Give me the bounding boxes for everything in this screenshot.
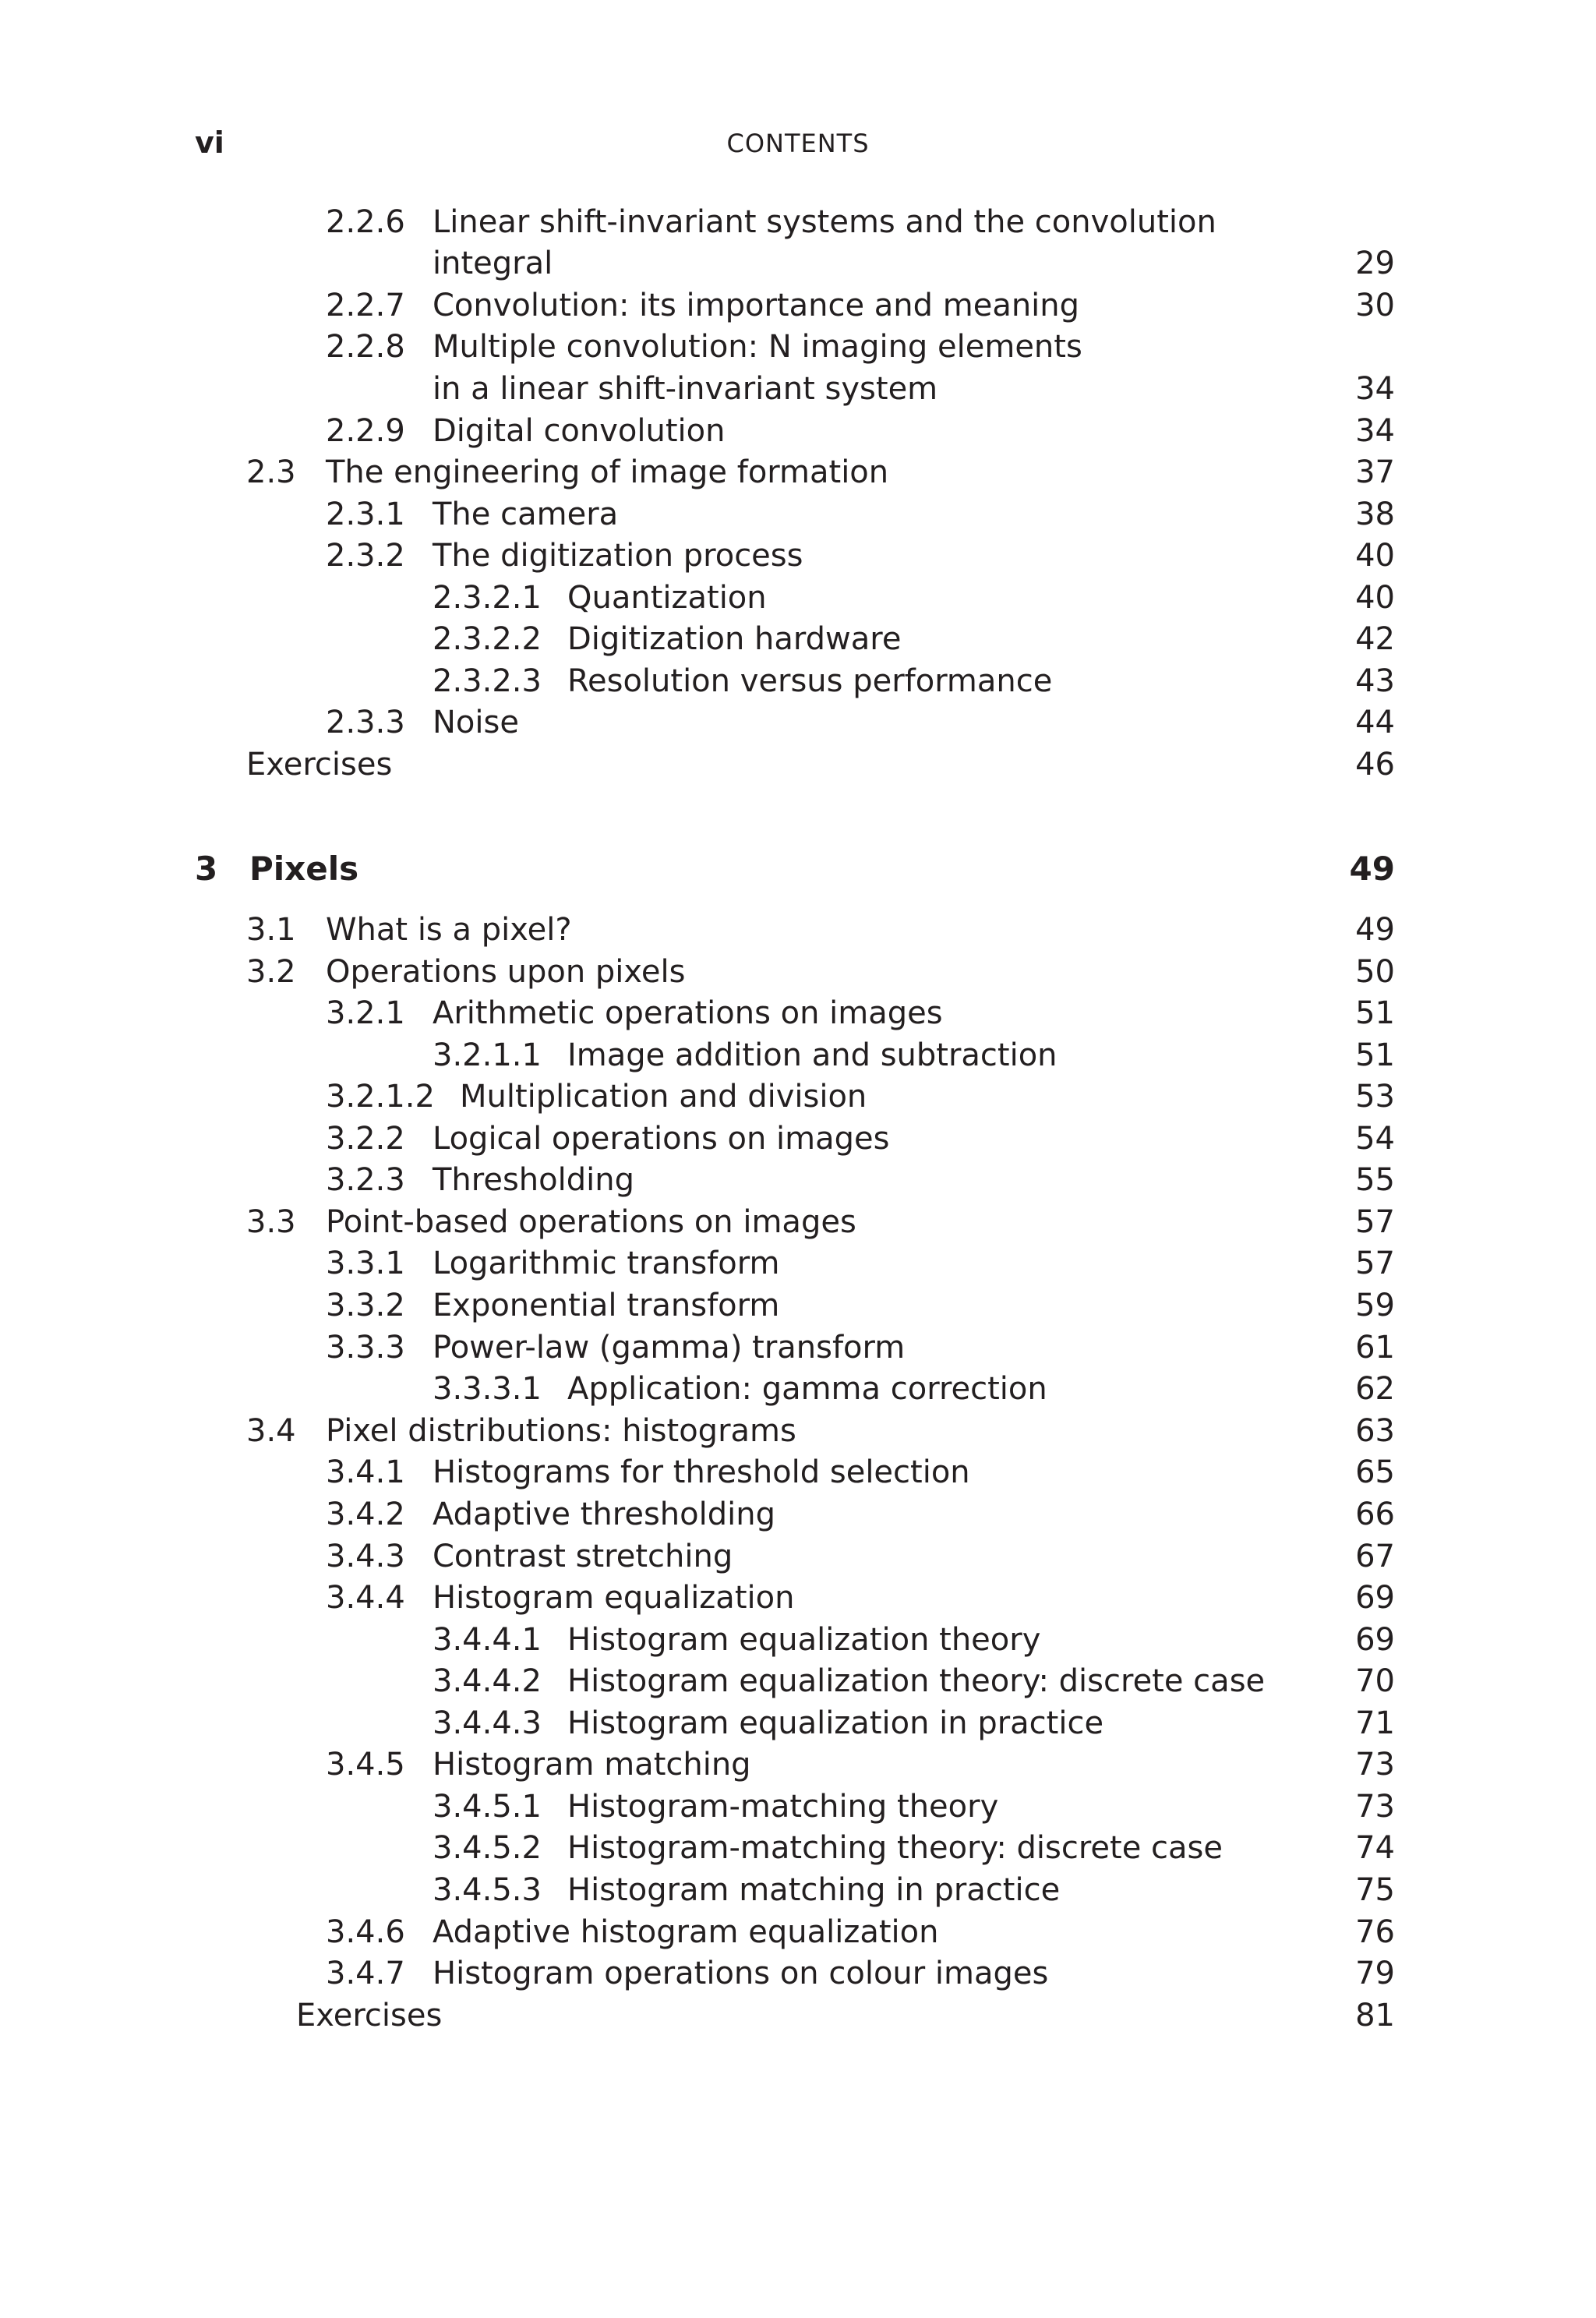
toc-entry-title: Histogram equalization: [433, 1580, 795, 1616]
toc-entry-page: 59: [1355, 1288, 1395, 1323]
running-head: CONTENTS: [726, 129, 870, 158]
toc-entry-title: Multiple convolution: N imaging elements: [433, 329, 1082, 365]
toc-entry-title: Histogram matching in practice: [567, 1872, 1061, 1908]
toc-entry-page: 73: [1355, 1789, 1395, 1825]
toc-entry-page: 44: [1355, 705, 1395, 740]
toc-entry: [0, 1702, 1596, 1744]
toc-entry: [0, 660, 1596, 702]
toc-entry-number: 2.2.6: [326, 204, 405, 240]
toc-entry-title: Histogram operations on colour images: [433, 1956, 1049, 1991]
toc-entry-number: 3.4.1: [326, 1454, 405, 1490]
toc-entry: [0, 992, 1596, 1034]
toc-entry-page: 66: [1355, 1496, 1395, 1532]
toc-entry-title: The digitization process: [433, 538, 803, 574]
toc-entry-title: Adaptive histogram equalization: [433, 1914, 939, 1950]
toc-entry-title: Histograms for threshold selection: [433, 1454, 970, 1490]
toc-entry-page: 57: [1355, 1204, 1395, 1240]
toc-entry-number: 3.4.3: [326, 1539, 405, 1574]
toc-entry-title: Application: gamma correction: [567, 1371, 1047, 1407]
toc-entry-page: 40: [1355, 580, 1395, 616]
toc-entry-number: 2.3.3: [326, 705, 405, 740]
toc-entry-title: Exponential transform: [433, 1288, 780, 1323]
toc-entry-title: Exercises: [246, 747, 393, 783]
toc-entry-page: 54: [1355, 1121, 1395, 1157]
toc-entry-title: Image addition and subtraction: [567, 1037, 1058, 1073]
toc-entry-page: 29: [1355, 246, 1395, 281]
toc-entry-number: 3.3: [246, 1204, 296, 1240]
toc-entry-title: in a linear shift-invariant system: [433, 371, 938, 407]
toc-entry-title: Histogram-matching theory: discrete case: [567, 1830, 1223, 1866]
toc-entry-number: 3.2: [246, 954, 296, 990]
toc-entry-number: 3.4.5.2: [433, 1830, 542, 1866]
toc-entry-page: 65: [1355, 1454, 1395, 1490]
toc-entry: [0, 1827, 1596, 1869]
toc-entry: [0, 701, 1596, 744]
toc-entry: [0, 493, 1596, 535]
toc-entry-title: Point-based operations on images: [326, 1204, 856, 1240]
toc-entry: [0, 1327, 1596, 1369]
toc-entry: [0, 744, 1596, 786]
toc-entry-number: 3.4.2: [326, 1496, 405, 1532]
toc-entry: [0, 1869, 1596, 1911]
toc-entry-number: 3.2.3: [326, 1162, 405, 1198]
toc-entry-page: 69: [1355, 1580, 1395, 1616]
toc-entry-page: 55: [1355, 1162, 1395, 1198]
toc-entry-page: 69: [1355, 1622, 1395, 1658]
toc-entry: [0, 1952, 1596, 1995]
toc-entry-title: Exercises: [296, 1998, 443, 2034]
toc-entry: [0, 1995, 1596, 2037]
toc-entry-number: 3.2.1: [326, 995, 405, 1031]
toc-entry-page: 49: [1355, 912, 1395, 948]
toc-entry: [0, 410, 1596, 452]
toc-entry: [0, 1744, 1596, 1786]
toc-entry-page: 53: [1355, 1079, 1395, 1115]
toc-entry: [0, 618, 1596, 660]
toc-entry: [0, 909, 1596, 951]
toc-entry: [0, 326, 1596, 368]
toc-entry: [0, 535, 1596, 577]
page-number: vi: [195, 125, 224, 160]
toc-entry-title: Digitization hardware: [567, 621, 902, 657]
toc-entry-number: 3.3.1: [326, 1246, 405, 1281]
toc-entry-title: Operations upon pixels: [326, 954, 686, 990]
toc-entry: [0, 1201, 1596, 1243]
toc-entry: [0, 1410, 1596, 1452]
toc-entry-page: 62: [1355, 1371, 1395, 1407]
toc-entry-number: 3.4.5.3: [433, 1872, 542, 1908]
toc-entry-number: 3.4.4.1: [433, 1622, 542, 1658]
toc-entry-page: 70: [1355, 1663, 1395, 1699]
toc-entry-number: 3.1: [246, 912, 296, 948]
toc-entry: [0, 368, 1596, 410]
toc-entry-title: Logical operations on images: [433, 1121, 890, 1157]
toc-entry-number: 3.3.3: [326, 1330, 405, 1366]
toc-entry-number: 2.3.2.1: [433, 580, 542, 616]
toc-entry: [0, 1076, 1596, 1118]
toc-entry-title: Resolution versus performance: [567, 663, 1053, 699]
toc-entry: [0, 1451, 1596, 1493]
toc-entry-page: 49: [1349, 850, 1395, 888]
toc-entry: [0, 1284, 1596, 1327]
toc-entry-title: Pixel distributions: histograms: [326, 1413, 796, 1449]
toc-entry-page: 42: [1355, 621, 1395, 657]
toc-entry-page: 50: [1355, 954, 1395, 990]
toc-entry: [0, 1118, 1596, 1160]
toc-entry-number: 3.3.2: [326, 1288, 405, 1323]
toc-entry: [0, 1911, 1596, 1953]
toc-entry-number: 3.4.5.1: [433, 1789, 542, 1825]
toc-entry-title: Histogram equalization theory: discrete case: [567, 1663, 1266, 1699]
toc-entry-title: The camera: [433, 496, 619, 532]
toc-entry: [0, 284, 1596, 327]
toc-entry: [0, 1368, 1596, 1410]
toc-entry-page: 46: [1355, 747, 1395, 783]
toc-entry-title: Power-law (gamma) transform: [433, 1330, 906, 1366]
toc-entry: [0, 242, 1596, 284]
toc-entry-page: 43: [1355, 663, 1395, 699]
toc-entry-page: 51: [1355, 1037, 1395, 1073]
toc-entry-title: Histogram equalization in practice: [567, 1705, 1104, 1741]
toc-entry-title: Thresholding: [433, 1162, 634, 1198]
toc-entry-title: The engineering of image formation: [326, 454, 889, 490]
toc-entry-page: 79: [1355, 1956, 1395, 1991]
toc-entry-number: 2.3: [246, 454, 296, 490]
toc-entry-title: Histogram equalization theory: [567, 1622, 1041, 1658]
toc-entry-number: 3.4.4: [326, 1580, 405, 1616]
toc-entry-page: 34: [1355, 371, 1395, 407]
toc-entry-number: 3.4: [246, 1413, 296, 1449]
toc-entry-number: 2.3.2: [326, 538, 405, 574]
toc-entry-page: 71: [1355, 1705, 1395, 1741]
toc-entry-title: Digital convolution: [433, 413, 726, 449]
toc-entry-title: Linear shift-invariant systems and the convolution: [433, 204, 1216, 240]
toc-entry-page: 73: [1355, 1747, 1395, 1783]
toc-entry-page: 63: [1355, 1413, 1395, 1449]
toc-entry-number: 3: [195, 850, 218, 888]
toc-entry-page: 38: [1355, 496, 1395, 532]
toc-entry-page: 81: [1355, 1998, 1395, 2034]
toc-entry-title: Convolution: its importance and meaning: [433, 288, 1080, 323]
toc-entry-title: Multiplication and division: [460, 1079, 867, 1115]
toc-entry-number: 3.4.6: [326, 1914, 405, 1950]
toc-entry: [0, 1660, 1596, 1702]
toc-entry-page: 76: [1355, 1914, 1395, 1950]
toc-entry: [0, 1619, 1596, 1661]
toc-entry-title: Adaptive thresholding: [433, 1496, 775, 1532]
toc-entry-title: Histogram-matching theory: [567, 1789, 999, 1825]
toc-entry-page: 51: [1355, 995, 1395, 1031]
toc-entry: [0, 1493, 1596, 1535]
toc-entry-page: 67: [1355, 1539, 1395, 1574]
toc-entry-title: Logarithmic transform: [433, 1246, 780, 1281]
toc-entry-number: 2.2.8: [326, 329, 405, 365]
toc-entry: [0, 1242, 1596, 1284]
toc-entry: [0, 451, 1596, 493]
toc-entry: [0, 201, 1596, 243]
toc-entry-number: 3.2.1.2: [326, 1079, 435, 1115]
toc-entry-title: integral: [433, 246, 553, 281]
toc-entry-title: Quantization: [567, 580, 767, 616]
toc-entry-number: 2.3.1: [326, 496, 405, 532]
toc-entry-number: 3.4.4.2: [433, 1663, 542, 1699]
toc-entry-page: 30: [1355, 288, 1395, 323]
toc-entry-title: What is a pixel?: [326, 912, 572, 948]
toc-entry-page: 34: [1355, 413, 1395, 449]
toc-entry-number: 3.4.7: [326, 1956, 405, 1991]
toc-entry-number: 2.3.2.3: [433, 663, 542, 699]
toc-entry-title: Histogram matching: [433, 1747, 751, 1783]
toc-entry-number: 3.4.4.3: [433, 1705, 542, 1741]
toc-entry-number: 3.3.3.1: [433, 1371, 542, 1407]
toc-chapter-row: [0, 848, 1596, 890]
toc-entry-number: 3.4.5: [326, 1747, 405, 1783]
toc-entry-number: 2.2.7: [326, 288, 405, 323]
toc-entry-page: 75: [1355, 1872, 1395, 1908]
toc-entry-number: 2.2.9: [326, 413, 405, 449]
toc-entry-page: 57: [1355, 1246, 1395, 1281]
toc-entry-title: Contrast stretching: [433, 1539, 733, 1574]
toc-entry-title: Arithmetic operations on images: [433, 995, 943, 1031]
toc-entry: [0, 1034, 1596, 1076]
toc-entry: [0, 951, 1596, 993]
toc-entry: [0, 1535, 1596, 1578]
toc-entry: [0, 1786, 1596, 1828]
toc-entry: [0, 1159, 1596, 1201]
toc-entry: [0, 577, 1596, 619]
toc-entry-number: 2.3.2.2: [433, 621, 542, 657]
toc-entry: [0, 1577, 1596, 1619]
toc-entry-page: 40: [1355, 538, 1395, 574]
toc-entry-page: 37: [1355, 454, 1395, 490]
toc-entry-page: 61: [1355, 1330, 1395, 1366]
toc-entry-number: 3.2.1.1: [433, 1037, 542, 1073]
toc-entry-title: Pixels: [249, 850, 359, 888]
toc-entry-number: 3.2.2: [326, 1121, 405, 1157]
toc-entry-page: 74: [1355, 1830, 1395, 1866]
toc-entry-title: Noise: [433, 705, 519, 740]
